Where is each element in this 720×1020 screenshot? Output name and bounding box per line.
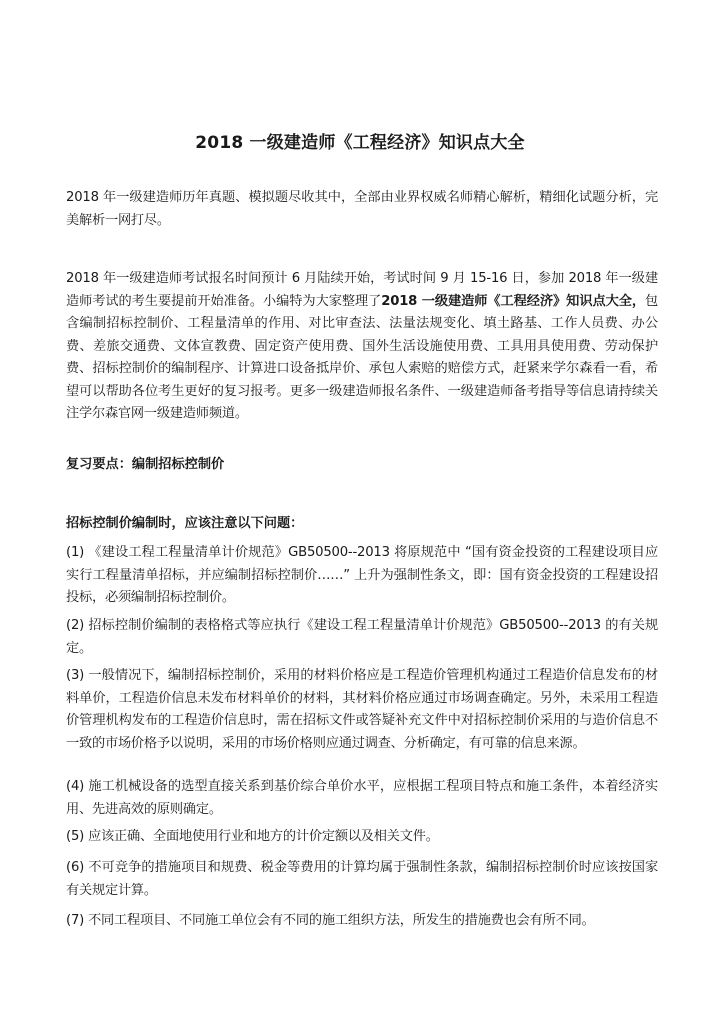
document-title: 2018 一级建造师《工程经济》知识点大全 [195, 133, 525, 153]
list-item: (5) 应该正确、全面地使用行业和地方的计价定额以及相关文件。 [66, 829, 439, 844]
list-item: (3) 一般情况下，编制招标控制价，采用的材料价格应是工程造价管理机构通过工程造价信息发布的材料单价，工程造价信息未发布材料单价的材料，其材料价格应通过市场调查确定。另外，未采用工程造价管理机构发布的工程造价信息时，需在招标文件或答疑补充文件中对招标控制价采用的与造价信息不一致的市场价格予以说明，采用的市场价格则应通过调查、分析确定，有可靠的信息来源。 [66, 668, 658, 751]
body-text-part2: 包含编制招标控制价、工程量清单的作用、对比审查法、法量法规变化、填土路基、工作人员费、办公费、差旅交通费、文体宣教费、固定资产使用费、国外生活设施使用费、工具用具使用费、劳动保护费、招标控制价的编制程序、计算进口设备抵岸价、承包人索赔的赔偿方式，赶紧来学尔森看一看，希望可以帮助各位考生更好的复习报考。更多一级建造师报名条件、一级建造师备考指导等信息请持续关注学尔森官网一级建造师频道。 [66, 293, 658, 421]
list-item: (7) 不同工程项目、不同施工单位会有不同的施工组织方法，所发生的措施费也会有所不同。 [66, 913, 595, 928]
body-paragraph [66, 268, 658, 426]
notes-heading: 招标控制价编制时，应该注意以下问题： [66, 516, 304, 531]
intro-paragraph: 2018 年一级建造师历年真题、模拟题尽收其中，全部由业界权威名师精心解析，精细化试题分析，完美解析一网打尽。 [66, 190, 658, 228]
body-text-part1: 2018 年一级建造师考试报名时间预计 6 月陆续开始，考试时间 9 月 15-16 日，参加 2018 年一级建造师考试的考生要提前开始准备。小编特为大家整理了 [66, 271, 658, 309]
list-item: (2) 招标控制价编制的表格格式等应执行《建设工程工程量清单计价规范》GB50500--2013 的有关规定。 [66, 618, 658, 656]
list-item: (4) 施工机械设备的选型直接关系到基价综合单价水平，应根据工程项目特点和施工条件，本着经济实用、先进高效的原则确定。 [66, 779, 658, 817]
list-item: (1) 《建设工程工程量清单计价规范》GB50500--2013 将原规范中 “国有资金投资的工程建设项目应实行工程量清单招标，并应编制招标控制价……” 上升为强制性条文，即：国有资金投资的工程建设招投标，必须编制招标控制价。 [66, 545, 658, 605]
body-text-bold: 2018 一级建造师《工程经济》知识点大全， [381, 293, 645, 309]
list-item: (6) 不可竞争的措施项目和规费、税金等费用的计算均属于强制性条款，编制招标控制价时应该按国家有关规定计算。 [66, 860, 658, 898]
review-heading: 复习要点：编制招标控制价 [66, 457, 225, 472]
